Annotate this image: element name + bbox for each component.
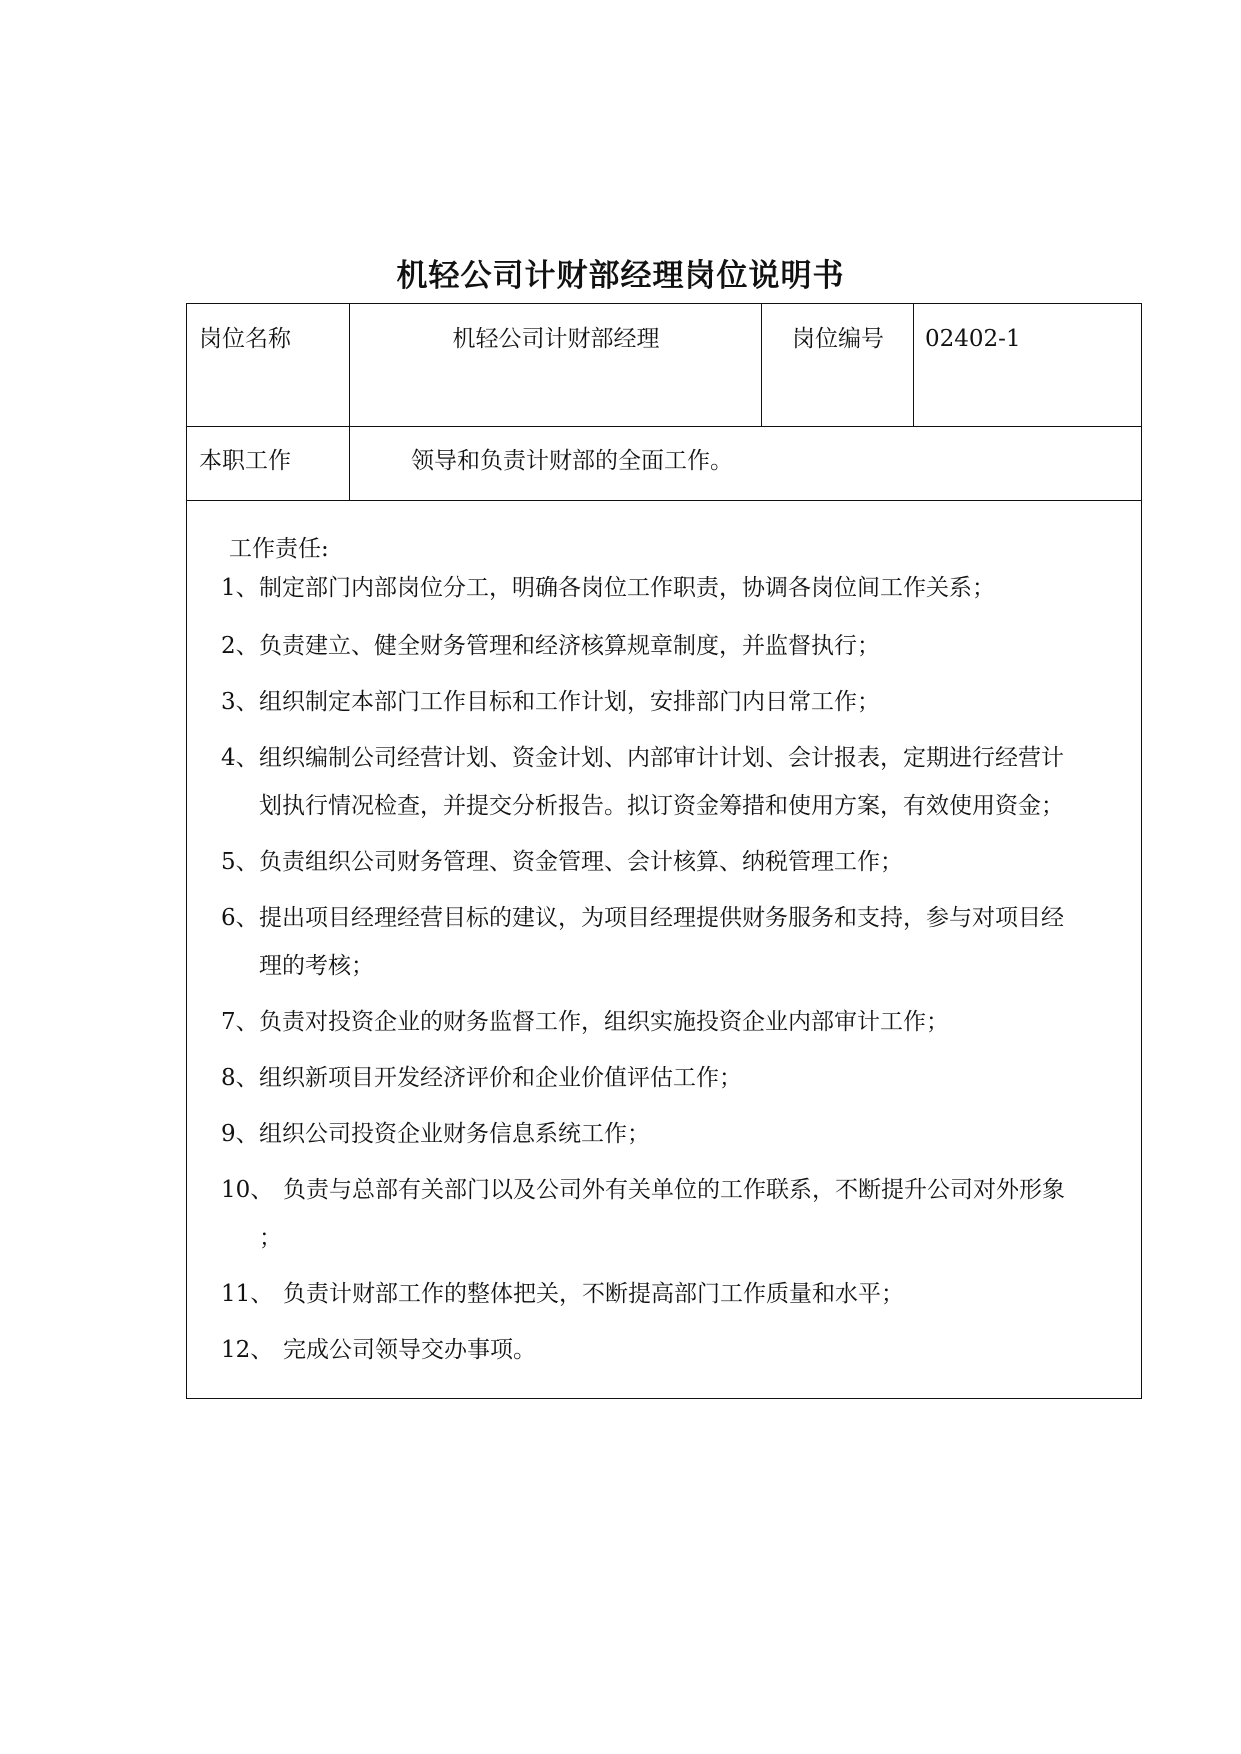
- job-description-table: [186, 303, 1142, 1399]
- list-item: [221, 1054, 1121, 1102]
- list-item: [221, 564, 1121, 612]
- core-duty-value: 领导和负责计财部的全面工作。: [411, 448, 733, 474]
- list-item-text: 完成公司领导交办事项。: [283, 1337, 536, 1363]
- list-item-number: 8、: [221, 1065, 259, 1091]
- list-item: [221, 838, 1121, 886]
- list-item: [221, 998, 1121, 1046]
- col-divider-2: [761, 304, 762, 426]
- list-item-text: 划执行情况检查，并提交分析报告。拟订资金筹措和使用方案，有效使用资金；: [259, 793, 1064, 819]
- list-item-number: 11、: [221, 1281, 274, 1307]
- list-item-number: 3、: [221, 689, 259, 715]
- list-item-number: 9、: [221, 1121, 259, 1147]
- list-item: [221, 734, 1121, 782]
- list-item: [221, 622, 1121, 670]
- col-divider-1: [349, 304, 350, 500]
- list-item-text: 负责对投资企业的财务监督工作，组织实施投资企业内部审计工作；: [259, 1009, 949, 1035]
- list-item-number: 10、: [221, 1177, 274, 1203]
- list-item-continuation: [259, 782, 1159, 830]
- list-item: [221, 1326, 1121, 1374]
- position-name-label: 岗位名称: [199, 326, 291, 352]
- list-item-text: 负责与总部有关部门以及公司外有关单位的工作联系，不断提升公司对外形象: [283, 1177, 1065, 1203]
- list-item-text: 负责计财部工作的整体把关，不断提高部门工作质量和水平；: [283, 1281, 904, 1307]
- position-code-value: 02402-1: [925, 326, 1021, 352]
- list-item-text: 制定部门内部岗位分工，明确各岗位工作职责，协调各岗位间工作关系；: [259, 575, 995, 601]
- list-item-text: 组织制定本部门工作目标和工作计划，安排部门内日常工作；: [259, 689, 880, 715]
- list-item: [221, 1270, 1121, 1318]
- row-divider-2: [187, 500, 1141, 501]
- list-item-text: 组织新项目开发经济评价和企业价值评估工作；: [259, 1065, 742, 1091]
- list-item: [221, 1166, 1121, 1214]
- list-item-text: 组织公司投资企业财务信息系统工作；: [259, 1121, 650, 1147]
- document-title: 机轻公司计财部经理岗位说明书: [396, 258, 845, 294]
- list-item-continuation: [259, 1214, 1159, 1262]
- position-code-label: 岗位编号: [792, 326, 884, 352]
- list-item: [221, 1110, 1121, 1158]
- list-item-text: 理的考核；: [259, 953, 374, 979]
- list-item: [221, 678, 1121, 726]
- list-item-number: 12、: [221, 1337, 274, 1363]
- col-divider-3: [913, 304, 914, 426]
- list-item-text: ；: [259, 1225, 282, 1251]
- row-divider-1: [187, 426, 1141, 427]
- responsibilities-heading: 工作责任:: [229, 536, 329, 562]
- core-duty-label: 本职工作: [199, 448, 291, 474]
- list-item-number: 5、: [221, 849, 259, 875]
- list-item-text: 提出项目经理经营目标的建议，为项目经理提供财务服务和支持，参与对项目经: [259, 905, 1064, 931]
- list-item-text: 负责建立、健全财务管理和经济核算规章制度，并监督执行；: [259, 633, 880, 659]
- list-item-text: 负责组织公司财务管理、资金管理、会计核算、纳税管理工作；: [259, 849, 903, 875]
- list-item-number: 6、: [221, 905, 259, 931]
- list-item-number: 1、: [221, 575, 259, 601]
- list-item-continuation: [259, 942, 1159, 990]
- list-item-number: 4、: [221, 745, 259, 771]
- list-item-number: 2、: [221, 633, 259, 659]
- list-item: [221, 894, 1121, 942]
- list-item-text: 组织编制公司经营计划、资金计划、内部审计计划、会计报表，定期进行经营计: [259, 745, 1064, 771]
- position-name-value: 机轻公司计财部经理: [452, 326, 660, 352]
- list-item-number: 7、: [221, 1009, 259, 1035]
